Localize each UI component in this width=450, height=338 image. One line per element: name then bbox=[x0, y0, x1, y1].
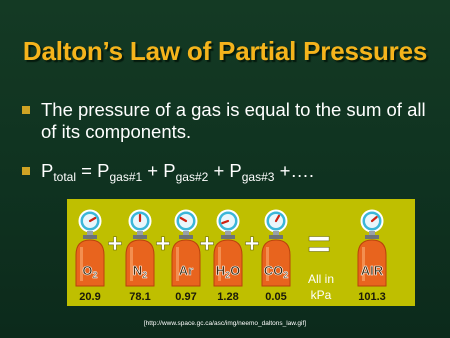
gas-tank-co2 bbox=[262, 211, 290, 304]
unit-note-line1: All in bbox=[307, 272, 335, 286]
pressure-value: 101.3 bbox=[358, 291, 386, 303]
plus-sign: + bbox=[107, 228, 123, 258]
gas-label: $H_2O$ bbox=[215, 263, 241, 280]
gas-tank-o2 bbox=[76, 211, 104, 304]
gas-label: $N_2$ bbox=[132, 263, 148, 280]
gas-tank-h2o bbox=[214, 211, 242, 304]
plus-sign: + bbox=[155, 228, 171, 258]
pressure-value: 20.9 bbox=[79, 291, 101, 303]
bullet-item-definition bbox=[22, 99, 442, 143]
slide-title: Dalton’s Law of Partial Pressures bbox=[22, 36, 428, 66]
gas-label: $CO_2$ bbox=[263, 263, 289, 280]
bullet-square-icon bbox=[22, 106, 30, 114]
air-tank bbox=[358, 211, 386, 304]
image-source-url: [http://www.space.gc.ca/asc/img/neemo_daltons_law.gif] bbox=[143, 320, 307, 327]
valve-collar bbox=[83, 235, 97, 239]
gas-tank-n2 bbox=[126, 211, 154, 304]
equation: $P_{total} = P_{gas\#1} + P_{gas\#2} + P_{gas\#3}$ +…. bbox=[41, 160, 315, 184]
valve-collar bbox=[179, 235, 193, 239]
valve-collar bbox=[133, 235, 147, 239]
bullet-square-icon bbox=[22, 167, 30, 175]
gas-tank-ar bbox=[172, 211, 200, 304]
plus-sign: + bbox=[199, 228, 215, 258]
plus-sign: + bbox=[244, 228, 260, 258]
bullet-text-definition: The pressure of a gas is equal to the sum of all of its components. bbox=[41, 99, 426, 142]
pressure-value: 78.1 bbox=[129, 291, 151, 303]
pressure-value: 0.05 bbox=[265, 291, 287, 303]
valve-collar bbox=[269, 235, 283, 239]
valve-collar bbox=[365, 235, 379, 239]
gas-label: Ar bbox=[178, 263, 194, 278]
equals-sign: = bbox=[307, 222, 331, 266]
pressure-value: 0.97 bbox=[175, 291, 197, 303]
tank-diagram-svg bbox=[67, 199, 415, 306]
unit-note-line2: kPa bbox=[310, 288, 332, 302]
gas-label: $O_2$ bbox=[82, 263, 98, 280]
pressure-value: 1.28 bbox=[217, 291, 239, 303]
gas-label: AIR bbox=[360, 263, 384, 278]
partial-pressure-diagram bbox=[67, 199, 415, 306]
bullet-list bbox=[22, 99, 442, 188]
bullet-item-equation bbox=[22, 160, 442, 188]
valve-collar bbox=[221, 235, 235, 239]
